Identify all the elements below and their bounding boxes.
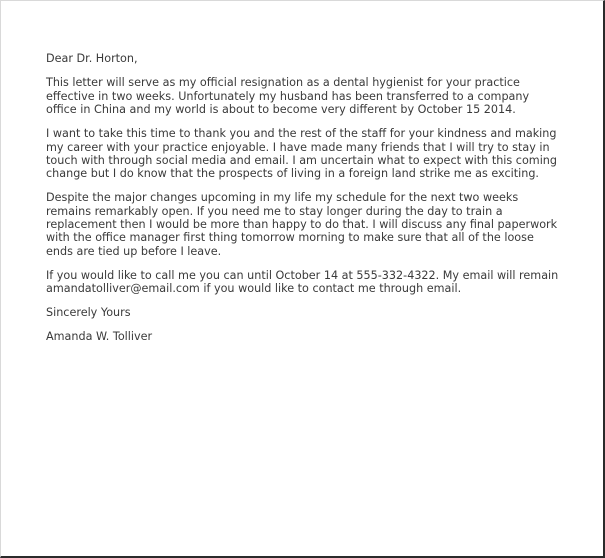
- signature-name: Amanda W. Tolliver: [46, 330, 153, 343]
- paragraph-schedule: Despite the major changes upcoming in my life my schedule for the next two weeks remains remarkably open. If you need me to stay longer during the day to train a replacement then I would be more than happy to do that. I will discuss any final paperwork with the office manager first thing tomorrow morning to make sure that all of the loose ends are tied up before I leave.: [46, 191, 558, 258]
- paragraph-contact: If you would like to call me you can until October 14 at 555-332-4322. My email will remain amandatolliver@email.com if you would like to contact me through email.: [46, 268, 559, 296]
- closing: Sincerely Yours: [46, 306, 131, 320]
- paragraph-resignation: This letter will serve as my official resignation as a dental hygienist for your practice effective in two weeks. Unfortunately my husband has been transferred to a company office in China and my world is about to become very different by October 15 2014.: [46, 76, 530, 117]
- letter-body: [46, 52, 561, 354]
- paragraph-thanks: I want to take this time to thank you and the rest of the staff for your kindness and making my career with your practice enjoyable. I have made many friends that I will try to stay in touch with through social media and email. I am uncertain what to expect with this coming change but I do know that the prospects of living in a foreign land strike me as exciting.: [46, 127, 557, 181]
- salutation: Dear Dr. Horton,: [46, 52, 138, 65]
